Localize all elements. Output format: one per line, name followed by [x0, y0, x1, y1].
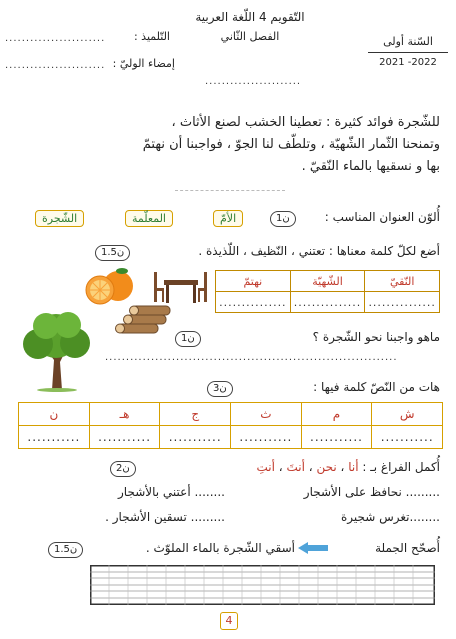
option-the-teacher[interactable]: المعلّمة [125, 210, 173, 227]
q5-prefix: أُكمل الفراغ بـ : [362, 460, 440, 474]
fill-sentence-1[interactable]: ......... نحافظ على الأشجار [303, 485, 440, 499]
grade-label: السّنة أولى [383, 35, 433, 48]
word-header-delicious: الشّهيّة [290, 271, 365, 292]
pronoun-nahnu: نحن [316, 460, 337, 474]
q5-instruction: أُكمل الفراغ بـ : أنا ، نحن ، أنتَ ، أنتِ [256, 460, 440, 474]
tree-image [18, 310, 96, 392]
fill-sentence-2[interactable]: ........ أعتني بالأشجار [118, 485, 225, 499]
grade-underline [368, 52, 448, 53]
option-the-tree[interactable]: الشّجرة [35, 210, 84, 227]
eval-title: التّقويم 4 اللّغة العربية [195, 10, 305, 24]
passage-line-3: بها و نسقيها بالماء النّقيّ . [301, 159, 440, 174]
writing-grid[interactable] [90, 565, 435, 605]
firewood-image [112, 304, 177, 342]
letter-tha: ث [231, 403, 302, 426]
q6-score: 1.5ن [48, 542, 83, 558]
word-header-care: نهتمّ [216, 271, 291, 292]
meaning-blank-3[interactable]: ............... [216, 292, 291, 313]
q4-instruction: هات من النّصّ كلمة فيها : [313, 380, 440, 394]
pronoun-ana: أنا [348, 460, 359, 474]
letter-blank-4[interactable]: ........... [160, 426, 231, 449]
q1-score: 1ن [270, 211, 296, 227]
q6-instruction: أُصحّح الجملة [375, 541, 440, 555]
student-label: التّلميذ : [133, 30, 170, 43]
word-meaning-table [215, 270, 440, 313]
letter-blank-2[interactable]: ........... [301, 426, 372, 449]
q2-instruction: أضع لكلّ كلمة معناها : تعتني ، النّظيف ، اللّذيذة . [198, 244, 440, 258]
q4-score: 3ن [207, 381, 233, 397]
letters-table [18, 402, 443, 449]
grade-field[interactable]: ....................... [205, 76, 302, 87]
dining-table-image [152, 268, 210, 308]
letter-blank-1[interactable]: ........... [372, 426, 443, 449]
fill-sentence-4[interactable]: ......... تسقين الأشجار . [105, 510, 225, 524]
letter-nun: ن [19, 403, 90, 426]
letter-blank-6[interactable]: ........... [19, 426, 90, 449]
reading-passage [20, 112, 440, 178]
q2-score: 1.5ن [95, 245, 130, 261]
parent-signature-label: إمضاء الوليّ : [112, 57, 175, 70]
letter-blank-5[interactable]: ........... [89, 426, 160, 449]
letter-blank-3[interactable]: ........... [231, 426, 302, 449]
page-number: 4 [220, 612, 238, 630]
letter-shin: ش [372, 403, 443, 426]
q1-instruction: أُلوّن العنوان المناسب : [324, 210, 440, 224]
arrow-left-icon [298, 542, 328, 554]
parent-signature-field[interactable]: ........................ [5, 60, 106, 71]
orange-image [80, 262, 135, 307]
semester-label: الفصل الثّاني [220, 30, 280, 43]
word-header-pure: النّقيّ [365, 271, 440, 292]
option-the-mother[interactable]: الأمّ [213, 210, 243, 227]
meaning-blank-2[interactable]: ............... [290, 292, 365, 313]
separator [175, 190, 285, 191]
q3-score: 1ن [175, 331, 201, 347]
student-name-field[interactable]: ........................ [5, 33, 106, 44]
school-year: 2021 -2022 [379, 57, 437, 68]
q5-score: 2ن [110, 461, 136, 477]
fill-sentence-3[interactable]: ........تغرس شجيرة [340, 510, 440, 524]
passage-line-2: وتمنحنا الثّمار الشّهيّة ، وتلطّف لنا الجوّ ، فواجبنا أن نهتمّ [142, 137, 440, 152]
letter-mim: م [301, 403, 372, 426]
pronoun-anta: أنتَ [286, 460, 305, 474]
q6-sentence: أسقي الشّجرة بالماء الملوّث . [145, 541, 295, 555]
letter-jim: ج [160, 403, 231, 426]
meaning-blank-1[interactable]: ............... [365, 292, 440, 313]
letter-ha: هـ [89, 403, 160, 426]
passage-line-1: للشّجرة فوائد كثيرة : تعطينا الخشب لصنع الأثاث ، [171, 115, 440, 130]
q3-answer-field[interactable]: ...................................................................... [105, 352, 398, 363]
q3-instruction: ماهو واجبنا نحو الشّجرة ؟ [312, 330, 440, 344]
pronoun-anti: أنتِ [256, 460, 275, 474]
